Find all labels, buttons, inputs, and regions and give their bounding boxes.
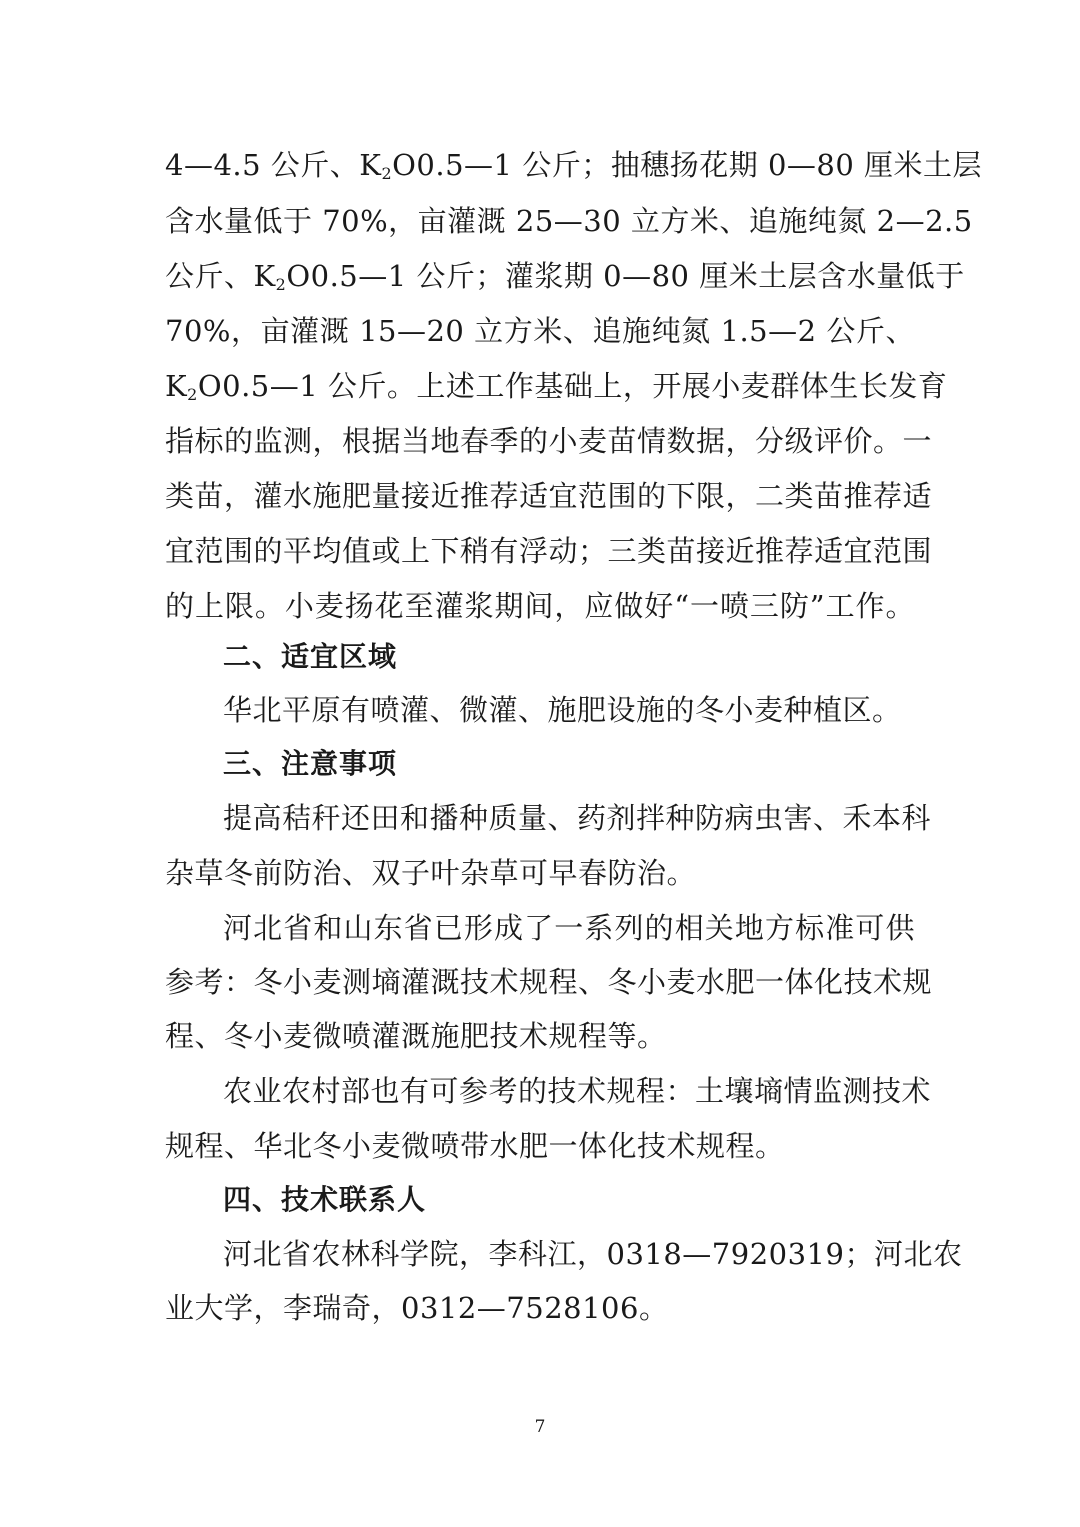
text-line: 的上限。小麦扬花至灌浆期间，应做好“一喷三防”工作。 bbox=[165, 589, 915, 623]
text-line: $K_2O0.5—1$ 公斤。上述工作基础上，开展小麦群体生长发育 bbox=[165, 369, 948, 404]
text-line: 规程、华北冬小麦微喷带水肥一体化技术规程。 bbox=[165, 1129, 785, 1163]
text-line: 程、冬小麦微喷灌溉施肥技术规程等。 bbox=[165, 1019, 667, 1053]
text-line: 参考：冬小麦测墒灌溉技术规程、冬小麦水肥一体化技术规 bbox=[165, 965, 933, 999]
page-number: 7 bbox=[534, 1417, 546, 1437]
section-heading: 四、技术联系人 bbox=[223, 1183, 427, 1216]
text-line: 含水量低于 70%，亩灌溉 25—30 立方米、追施纯氮 2—2.5 bbox=[165, 204, 973, 238]
section-heading: 三、注意事项 bbox=[223, 747, 398, 780]
text-line: 农业农村部也有可参考的技术规程：土壤墒情监测技术 bbox=[223, 1074, 932, 1108]
text-line: 河北省和山东省已形成了一系列的相关地方标准可供 bbox=[223, 911, 915, 945]
text-line: 杂草冬前防治、双子叶杂草可早春防治。 bbox=[165, 856, 697, 890]
section-heading: 二、适宜区域 bbox=[223, 640, 398, 673]
text-line: 4—4.5 公斤、$K_2O0.5—1$ 公斤；抽穗扬花期 0—80 厘米土层 bbox=[165, 148, 983, 183]
text-line: 类苗，灌水施肥量接近推荐适宜范围的下限，二类苗推荐适 bbox=[165, 479, 933, 513]
text-line: 指标的监测，根据当地春季的小麦苗情数据，分级评价。一 bbox=[165, 424, 933, 458]
text-line: 70%，亩灌溉 15—20 立方米、追施纯氮 1.5—2 公斤、 bbox=[165, 314, 915, 348]
text-line: 公斤、$K_2O0.5—1$ 公斤；灌浆期 0—80 厘米土层含水量低于 bbox=[165, 259, 965, 294]
text-line: 河北省农林科学院，李科江，0318—7920319；河北农 bbox=[223, 1237, 963, 1271]
text-line: 华北平原有喷灌、微灌、施肥设施的冬小麦种植区。 bbox=[223, 693, 902, 727]
text-line: 业大学，李瑞奇，0312—7528106。 bbox=[165, 1291, 669, 1325]
text-line: 宜范围的平均值或上下稍有浮动；三类苗接近推荐适宜范围 bbox=[165, 534, 933, 568]
text-line: 提高秸秆还田和播种质量、药剂拌种防病虫害、禾本科 bbox=[223, 801, 932, 835]
